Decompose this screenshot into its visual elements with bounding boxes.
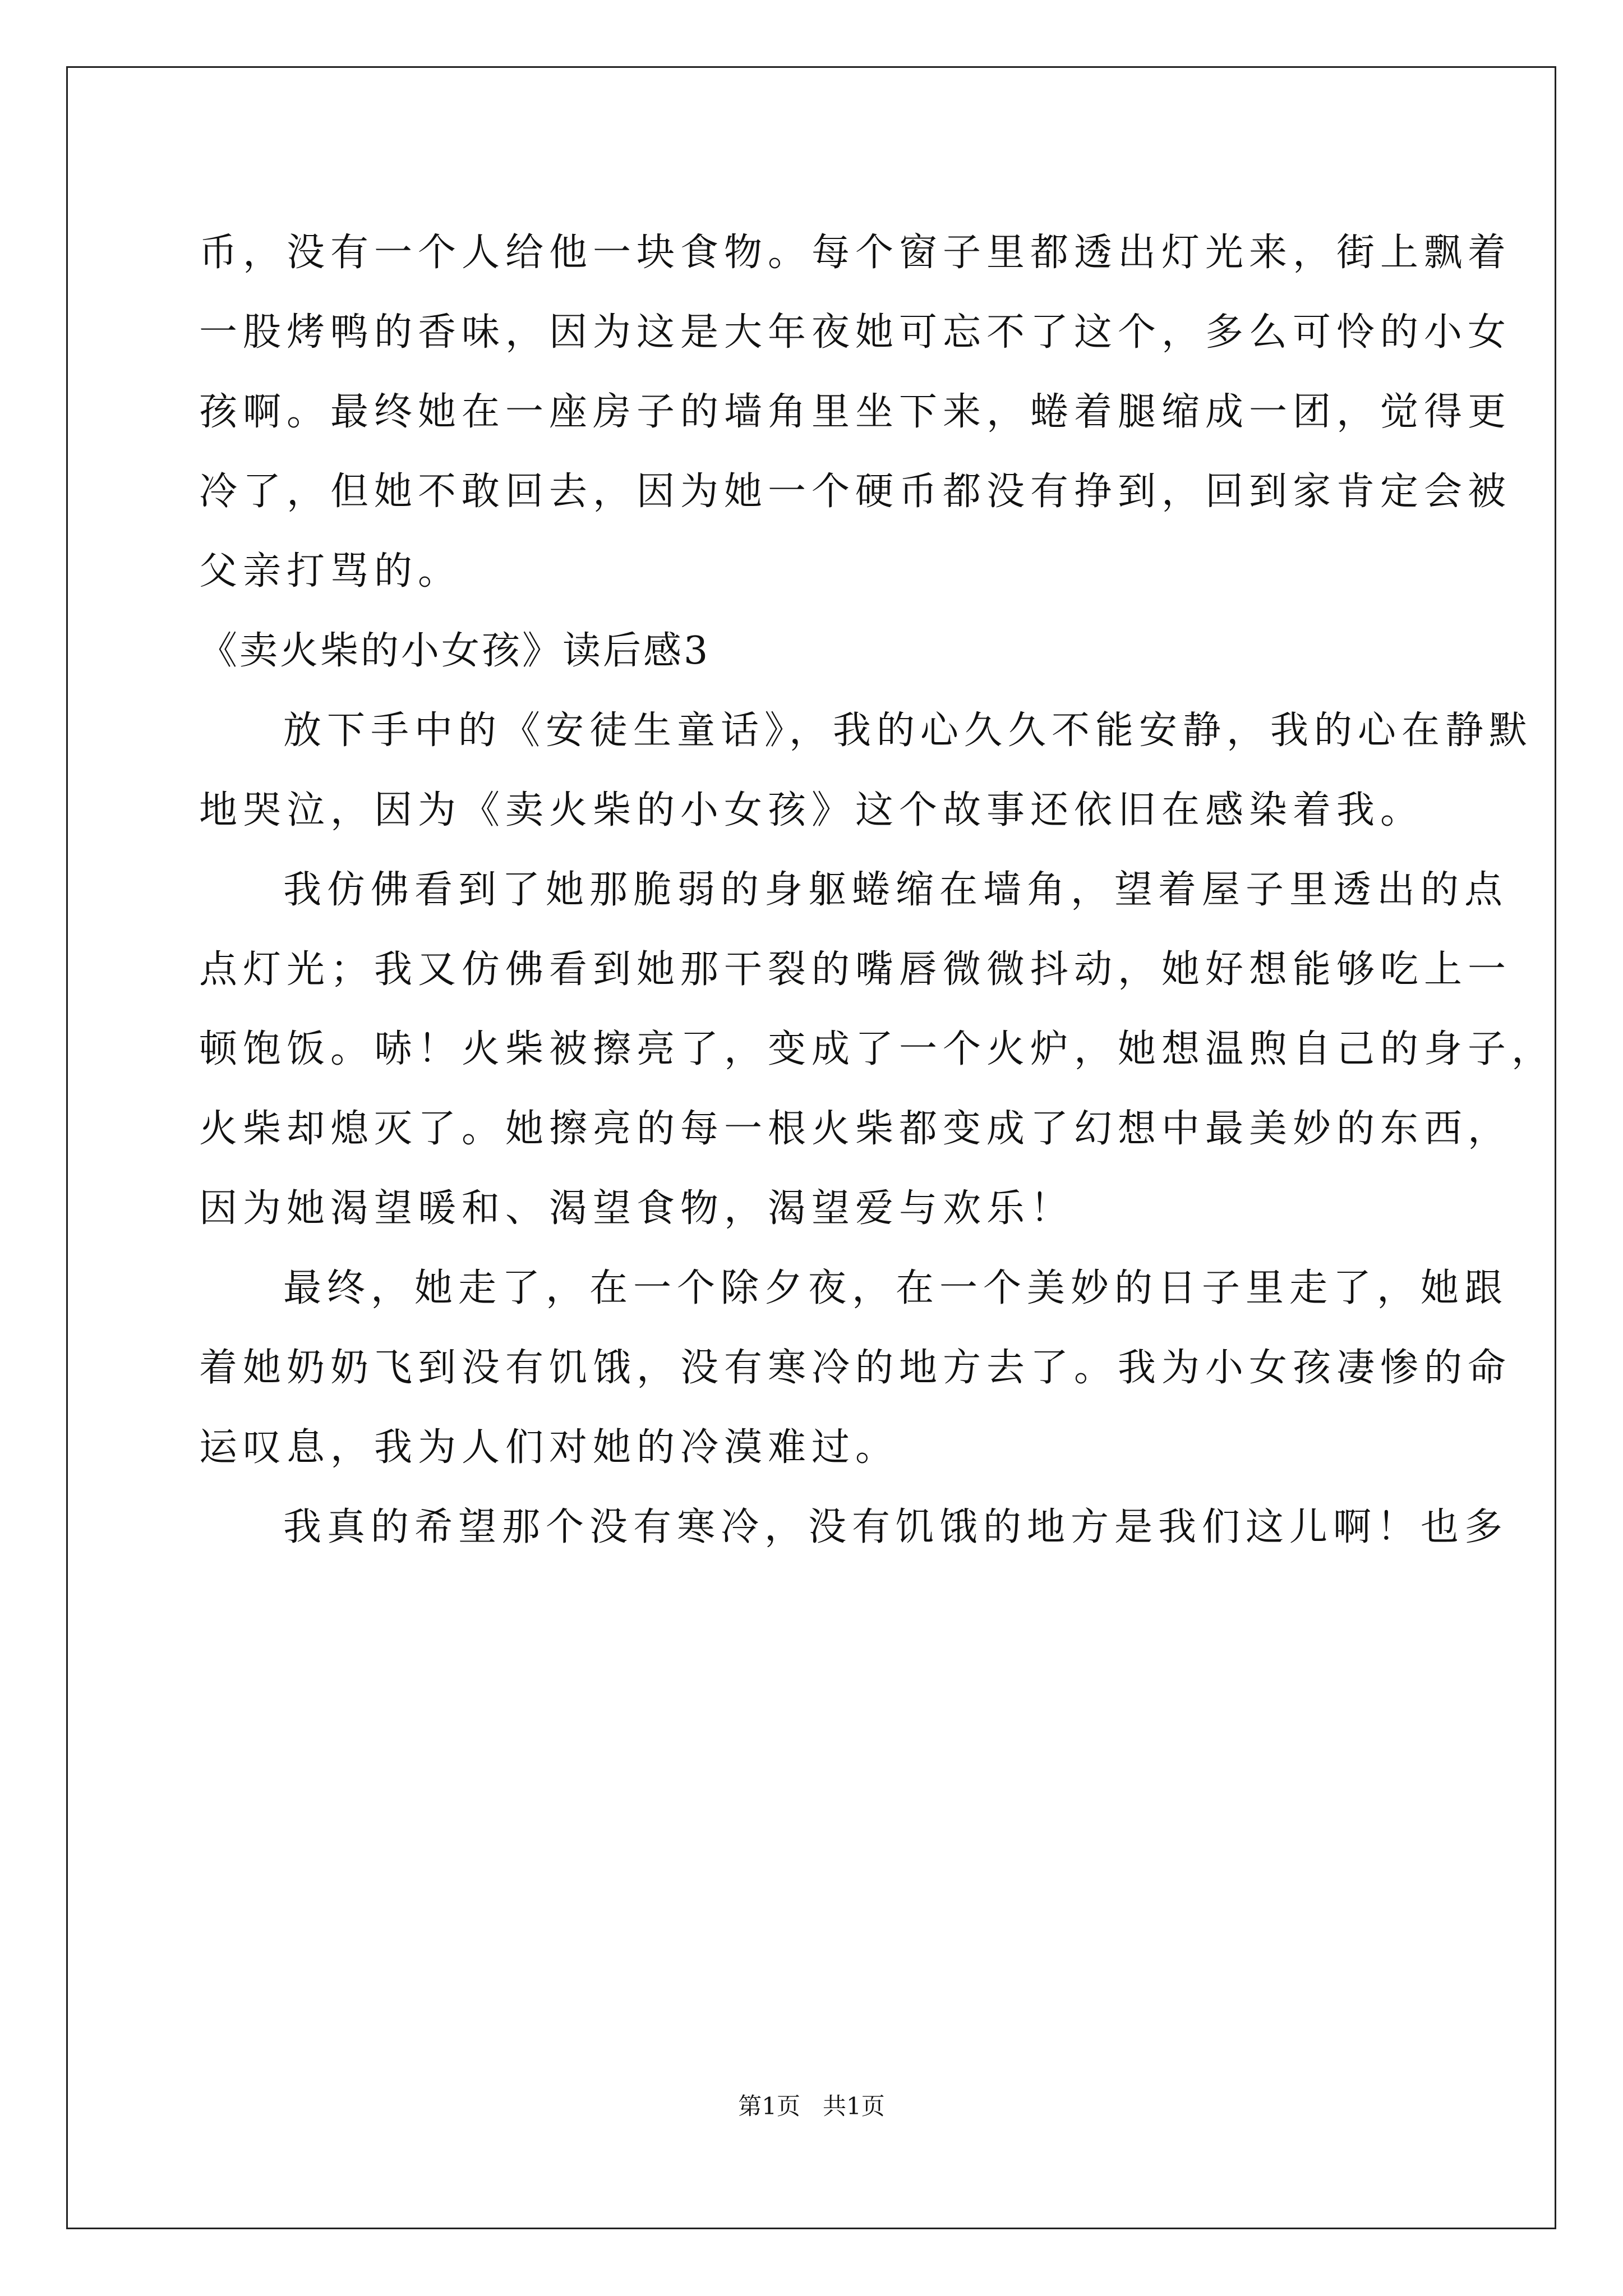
text-line: 着她奶奶飞到没有饥饿，没有寒冷的地方去了。我为小女孩凄惨的命: [199, 1346, 1512, 1390]
text-line: 运叹息，我为人们对她的冷漠难过。: [199, 1425, 900, 1470]
text-line: 孩啊。最终她在一座房子的墙角里坐下来，蜷着腿缩成一团，觉得更: [199, 390, 1512, 434]
section-heading: 《卖火柴的小女孩》读后感3: [199, 629, 711, 673]
text-line: 顿饱饭。哧！火柴被擦亮了，变成了一个火炉，她想温煦自己的身子，: [199, 1027, 1556, 1071]
paragraph-first-line: 放下手中的《安徒生童话》，我的心久久不能安静，我的心在静默: [283, 708, 1533, 753]
text-line: 父亲打骂的。: [199, 549, 462, 593]
text-line: 地哭泣，因为《卖火柴的小女孩》这个故事还依旧在感染着我。: [199, 788, 1424, 832]
paragraph-first-line: 我仿佛看到了她那脆弱的身躯蜷缩在墙角，望着屋子里透出的点: [283, 868, 1509, 912]
page-footer: 第1页 共1页: [738, 2092, 885, 2120]
text-line: 因为她渴望暖和、渴望食物，渴望爱与欢乐！: [199, 1186, 1075, 1231]
document-body: [199, 213, 1556, 1567]
text-line: 点灯光；我又仿佛看到她那干裂的嘴唇微微抖动，她好想能够吃上一: [199, 947, 1512, 992]
paragraph-first-line: 我真的希望那个没有寒冷，没有饥饿的地方是我们这儿啊！也多: [283, 1505, 1509, 1549]
text-line: 火柴却熄灭了。她擦亮的每一根火柴都变成了幻想中最美妙的东西，: [199, 1107, 1512, 1151]
text-line: 币，没有一个人给他一块食物。每个窗子里都透出灯光来，街上飘着: [199, 231, 1512, 275]
text-line: 冷了，但她不敢回去，因为她一个硬币都没有挣到，回到家肯定会被: [199, 470, 1512, 514]
paragraph-first-line: 最终，她走了，在一个除夕夜，在一个美妙的日子里走了，她跟: [283, 1266, 1509, 1310]
text-line: 一股烤鸭的香味，因为这是大年夜她可忘不了这个，多么可怜的小女: [199, 310, 1512, 355]
